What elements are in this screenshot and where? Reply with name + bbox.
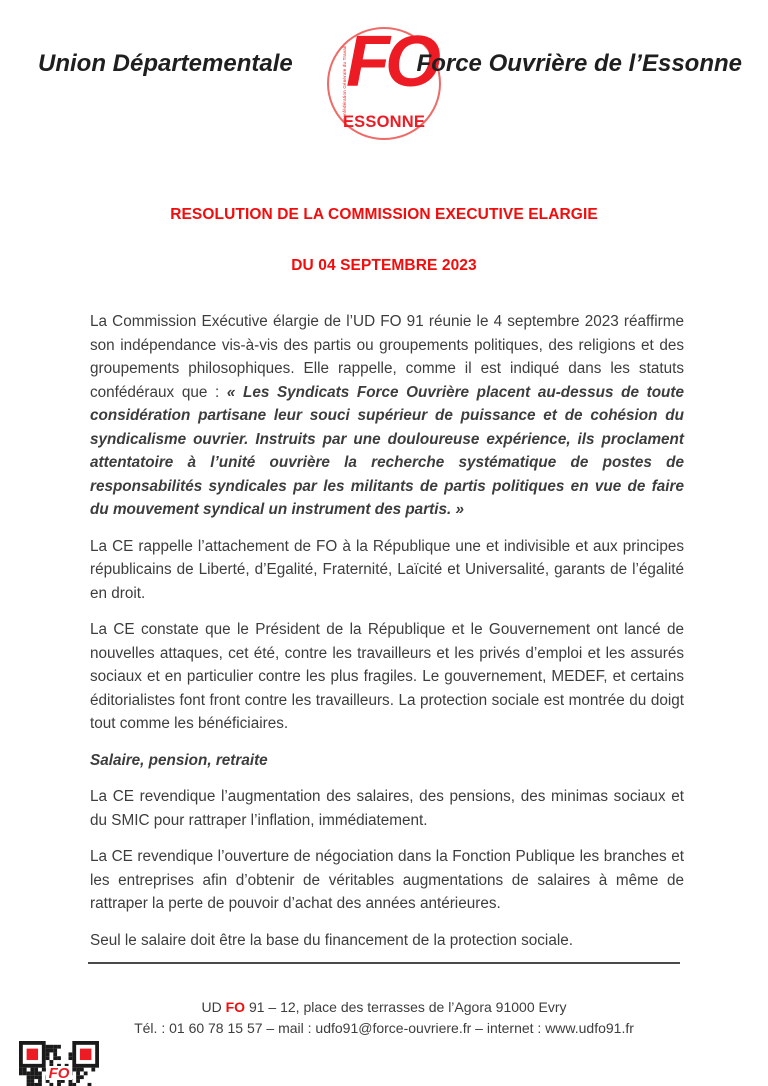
footer-contact: Tél. : 01 60 78 15 57 – mail : udfo91@force-ouvriere.fr – internet : www.udfo91.fr	[134, 1019, 634, 1036]
header-left-title: Union Départementale	[38, 50, 293, 77]
paragraph-augmentation: La CE revendique l’augmentation des salaires, des pensions, des minimas sociaux et du SMIC pour rattraper l’inflation, immédiatement.	[90, 788, 684, 829]
footer-address-prefix: UD	[201, 999, 226, 1015]
qr-code	[19, 1041, 99, 1086]
footer-address-suffix: 91 – 12, place des terrasses de l’Agora 91000 Evry	[245, 999, 567, 1015]
document-body	[90, 310, 684, 965]
section-heading-salaire: Salaire, pension, retraite	[90, 751, 268, 769]
document-date-title: DU 04 SEPTEMBRE 2023	[291, 257, 477, 274]
paragraph-independence-text: La Commission Exécutive élargie de l’UD FO 91 réunie le 4 septembre 2023 réaffirme son indépendance vis-à-vis des partis ou groupements politiques, des religions et des groupements philosophiques. Elle rappelle, comme il est indiqué dans les statuts confédéraux que :	[90, 313, 684, 401]
statutes-quote: « Les Syndicats Force Ouvrière placent au-dessus de toute considération partisane leur souci supérieur de puissance et de cohésion du syndicalisme ouvrier. Instruits par une douloureuse expérience, ils proclament attentatoire à l’unité ouvrière la recherche systématique de postes de responsabilités syndicales par les militants de partis politiques en vue de faire du mouvement syndical un instrument des partis. »	[90, 383, 684, 518]
footer-divider	[88, 962, 680, 964]
svg-text:FO: FO	[48, 1065, 70, 1082]
footer-address	[0, 997, 768, 1018]
paragraph-negociation: La CE revendique l’ouverture de négociation dans la Fonction Publique les branches et les entreprises afin d’obtenir de véritables augmentations de salaires à même de rattraper la perte de pouvoir d’achat des années antérieures.	[90, 848, 684, 912]
document-title: RESOLUTION DE LA COMMISSION EXECUTIVE ELARGIE	[170, 206, 598, 223]
fo-essonne-logo	[327, 22, 441, 140]
header-right-title: Force Ouvrière de l’Essonne	[416, 50, 742, 77]
paragraph-salaire-financement: Seul le salaire doit être la base du financement de la protection sociale.	[90, 931, 573, 949]
paragraph-independence	[90, 310, 684, 522]
logo-region-text: ESSONNE	[342, 113, 426, 131]
footer	[0, 997, 768, 1038]
fo-logo-text: FO	[346, 22, 436, 102]
paragraph-attaques: La CE constate que le Président de la République et le Gouvernement ont lancé de nouvelles attaques, cet été, contre les travailleurs et les privés d’emploi et les assurés sociaux et en particulier contre les plus fragiles. Le gouvernement, MEDEF, et certains éditorialistes font front contre les travailleurs. La protection sociale est montrée du doigt tout comme les bénéficiaires.	[90, 621, 684, 732]
logo-micro-text: Confédération Générale du Travail	[342, 45, 347, 121]
footer-fo-acronym: FO	[225, 999, 246, 1015]
paragraph-republique: La CE rappelle l’attachement de FO à la République une et indivisible et aux principes républicains de Liberté, d’Egalité, Fraternité, Laïcité et Universalité, garants de l’égalité en droit.	[90, 537, 684, 602]
